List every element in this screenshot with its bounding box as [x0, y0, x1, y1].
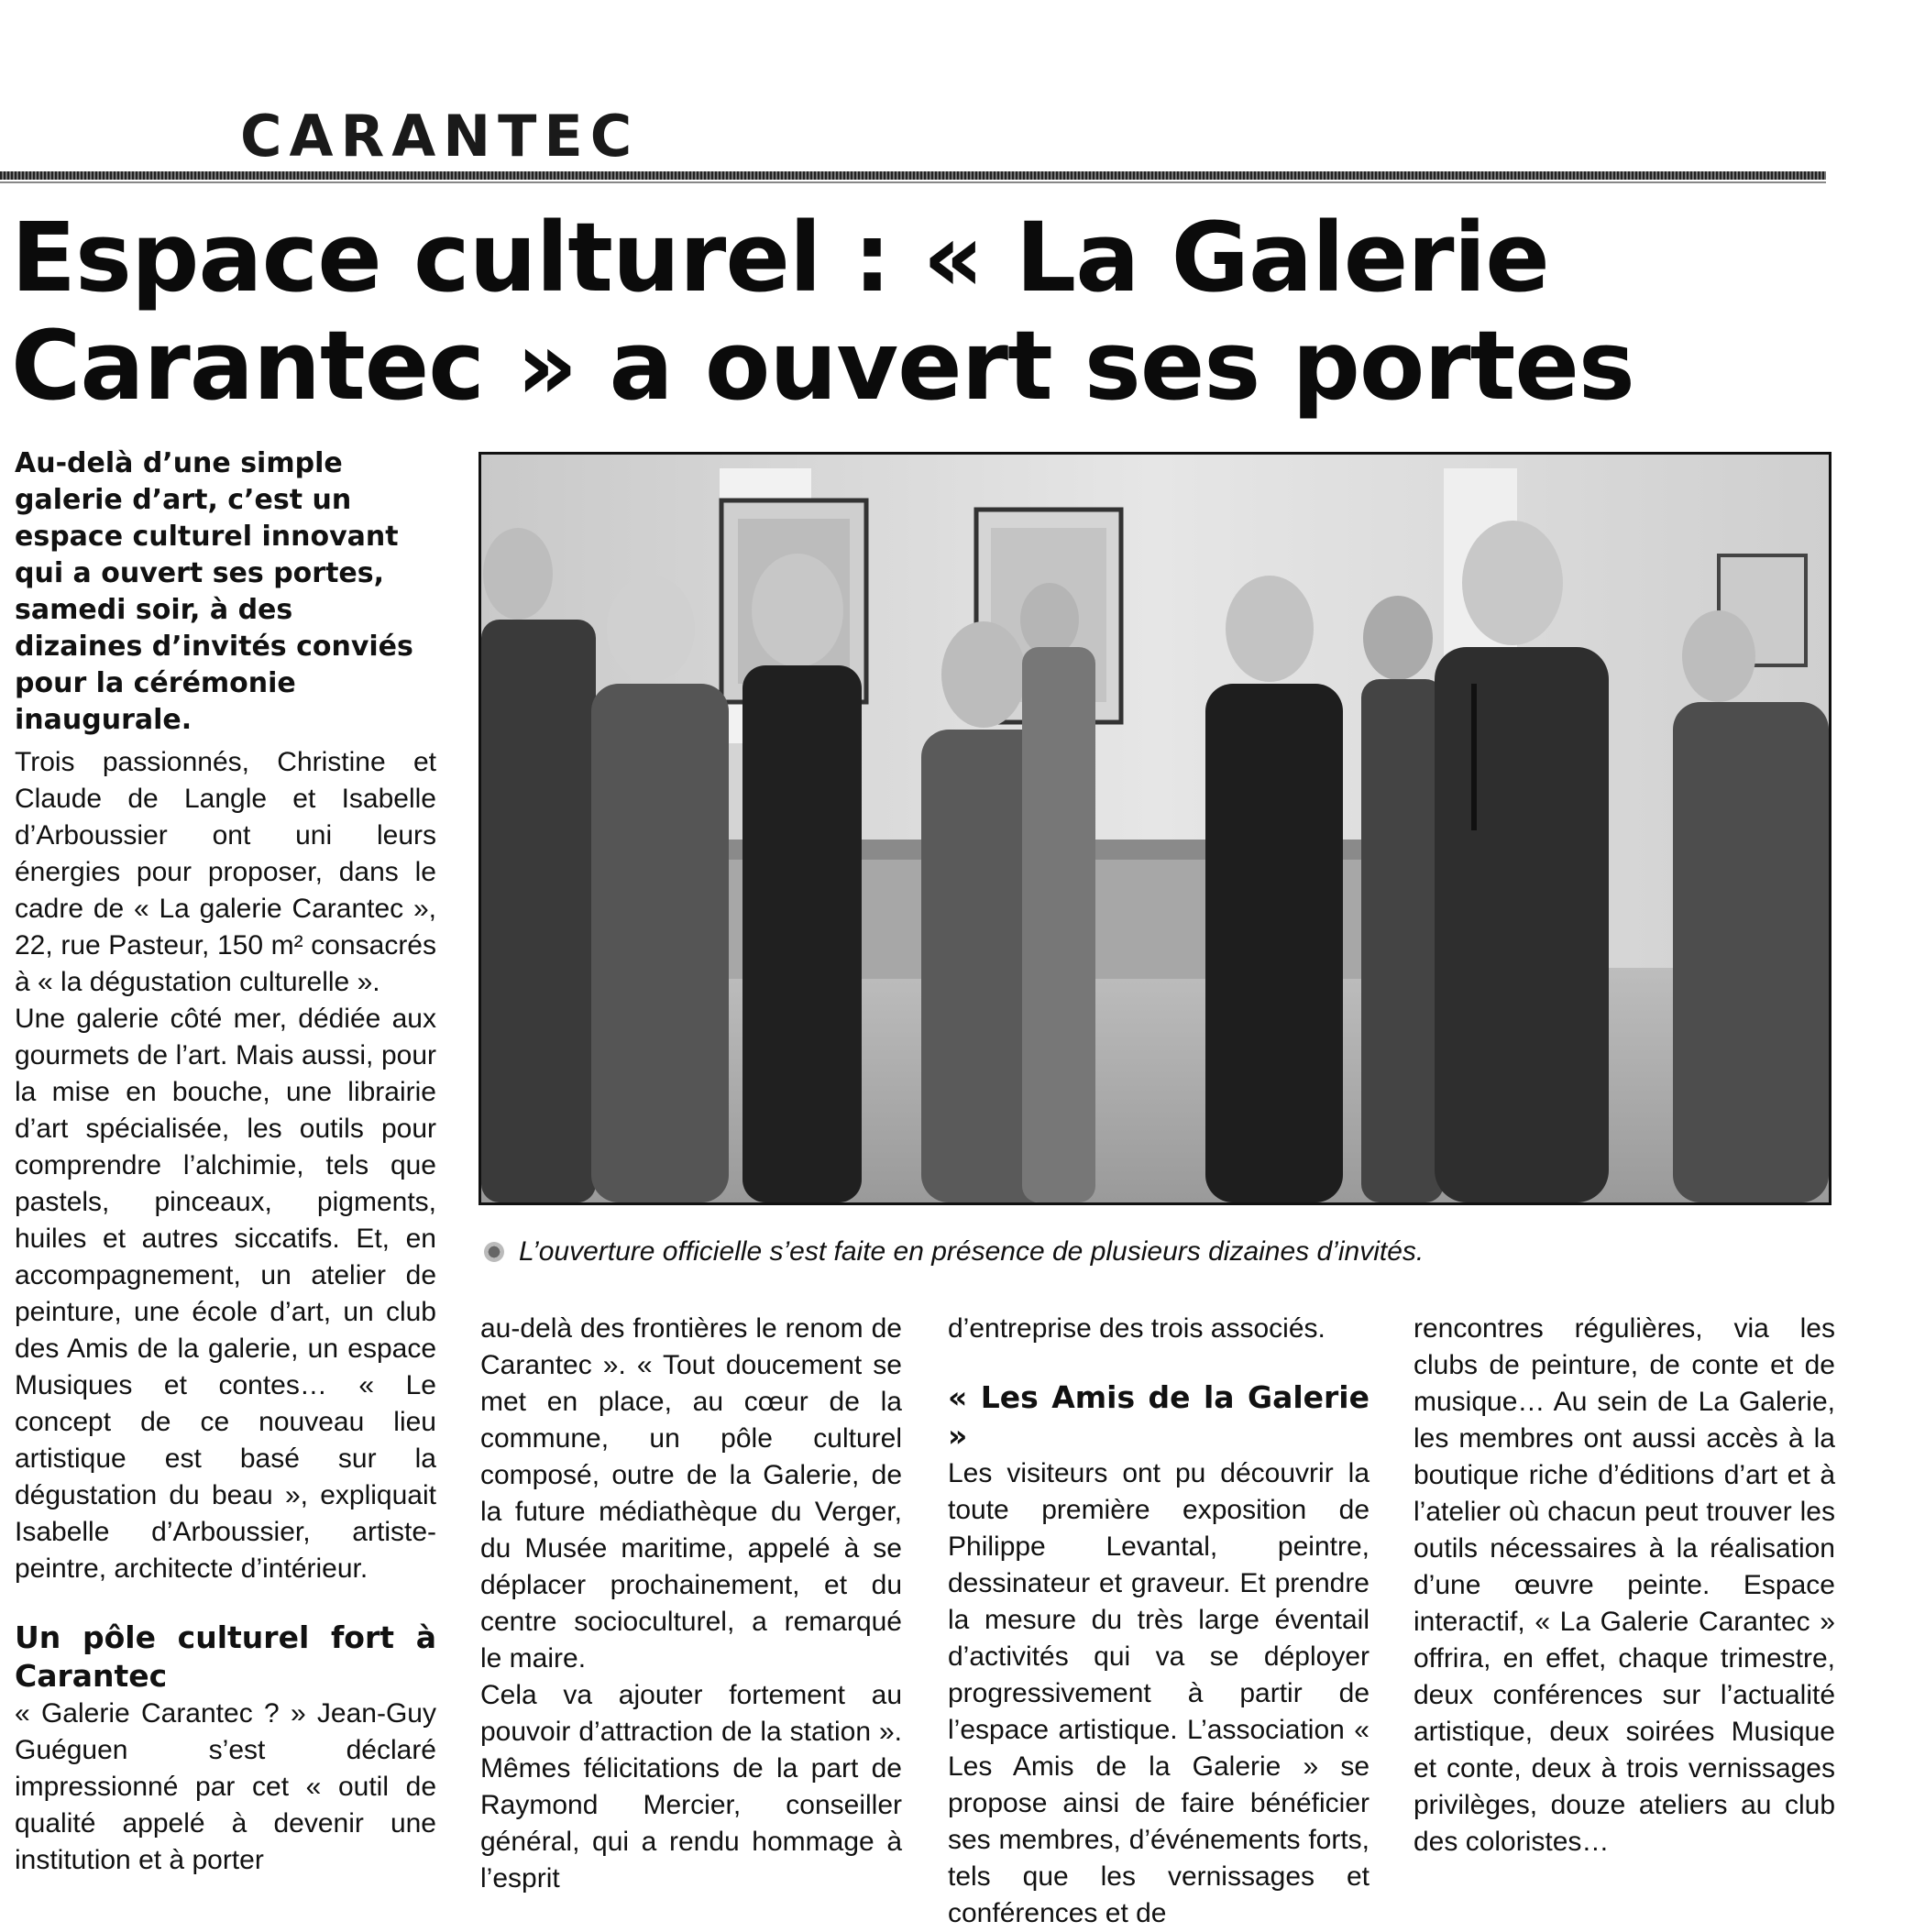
lead-paragraph: Au-delà d’une simple galerie d’art, c’est un espace culturel innovant qui a ouvert ses portes, samedi soir, à des dizaines d’invités conviés pour la cérémonie inaugurale.: [15, 447, 413, 736]
headline: [11, 203, 1899, 420]
article-column-1: [15, 744, 436, 1879]
caption-text: L’ouverture officielle s’est faite en présence de plusieurs dizaines d’invités.: [519, 1236, 1424, 1267]
paragraph-gap: [15, 1587, 436, 1619]
event-photo: [478, 452, 1832, 1205]
body-paragraph: rencontres régulières, via les clubs de peinture, de conte et de musique… Au sein de La Galerie, les membres ont aussi accès à la boutique riche d’éditions d’art et à l’atelier où chacun peut trouver les outils nécessaires à la réalisation d’une œuvre peinte. Espace interactif, « La Galerie Carantec » offrira, en effet, chaque trimestre, deux conférences sur l’actualité artistique, deux soirées Musique et conte, deux à trois vernissages privilèges, douze ateliers au club des coloristes…: [1414, 1313, 1835, 1857]
headline-line-2: Carantec » a ouvert ses portes: [11, 310, 1634, 422]
body-paragraph: Cela va ajouter fortement au pouvoir d’attraction de la station ». Mêmes félicitations de la part de Raymond Mercier, conseiller général, qui a rendu hommage à l’esprit: [480, 1680, 902, 1894]
photo-illustration: [481, 455, 1829, 1202]
subheading: « Les Amis de la Galerie »: [948, 1379, 1370, 1454]
photo-caption: [484, 1234, 1822, 1270]
body-paragraph: Trois passionnés, Christine et Claude de Langle et Isabelle d’Arboussier ont uni leurs énergies pour proposer, dans le cadre de « La galerie Carantec », 22, rue Pasteur, 150 m² consacrés à « la dégustation culturelle ».: [15, 747, 436, 997]
headline-line-1: Espace culturel : « La Galerie: [11, 202, 1549, 313]
body-paragraph: au-delà des frontières le renom de Carantec ». « Tout doucement se met en place, au cœur de la commune, un pôle culturel composé, outre de la Galerie, de la future médiathèque du Verger, du Musée maritime, appelé à se déplacer prochainement, et du centre socioculturel, a remarqué le maire.: [480, 1313, 902, 1674]
article-column-4: [1414, 1311, 1835, 1861]
body-paragraph: Les visiteurs ont pu découvrir la toute première exposition de Philippe Levantal, peintre, dessinateur et graveur. Et prendre la mesure du très large éventail d’activités qui va se déployer progressivement à partir de l’espace artistique. L’association « Les Amis de la Galerie » se propose ainsi de faire bénéficier ses membres, d’événements forts, tels que les vernissages et conférences et de: [948, 1458, 1370, 1928]
article-column-2: [480, 1311, 902, 1897]
body-paragraph: « Galerie Carantec ? » Jean-Guy Guéguen s’est déclaré impressionné par cet « outil de qualité appelé à devenir une institution et à porter: [15, 1698, 436, 1875]
section-rule: [0, 171, 1826, 180]
caption-bullet-icon: [484, 1242, 504, 1262]
body-paragraph: d’entreprise des trois associés.: [948, 1313, 1326, 1344]
article-column-3: [948, 1311, 1370, 1932]
body-paragraph: Une galerie côté mer, dédiée aux gourmets de l’art. Mais aussi, pour la mise en bouche, une librairie d’art spécialisée, les outils pour comprendre l’alchimie, tels que pastels, pinceaux, pigments, huiles et autres siccatifs. Et, en accompagnement, un atelier de peinture, une école d’art, un club des Amis de la galerie, un espace Musiques et contes… « Le concept de ce nouveau lieu artistique est basé sur la dégustation du beau », expliquait Isabelle d’Arboussier, artiste-peintre, architecte d’intérieur.: [15, 1004, 436, 1584]
section-label: CARANTEC: [240, 103, 640, 170]
subheading: Un pôle culturel fort à Carantec: [15, 1619, 436, 1694]
section-rule-underline: [0, 181, 1826, 183]
paragraph-gap: [948, 1347, 1370, 1378]
